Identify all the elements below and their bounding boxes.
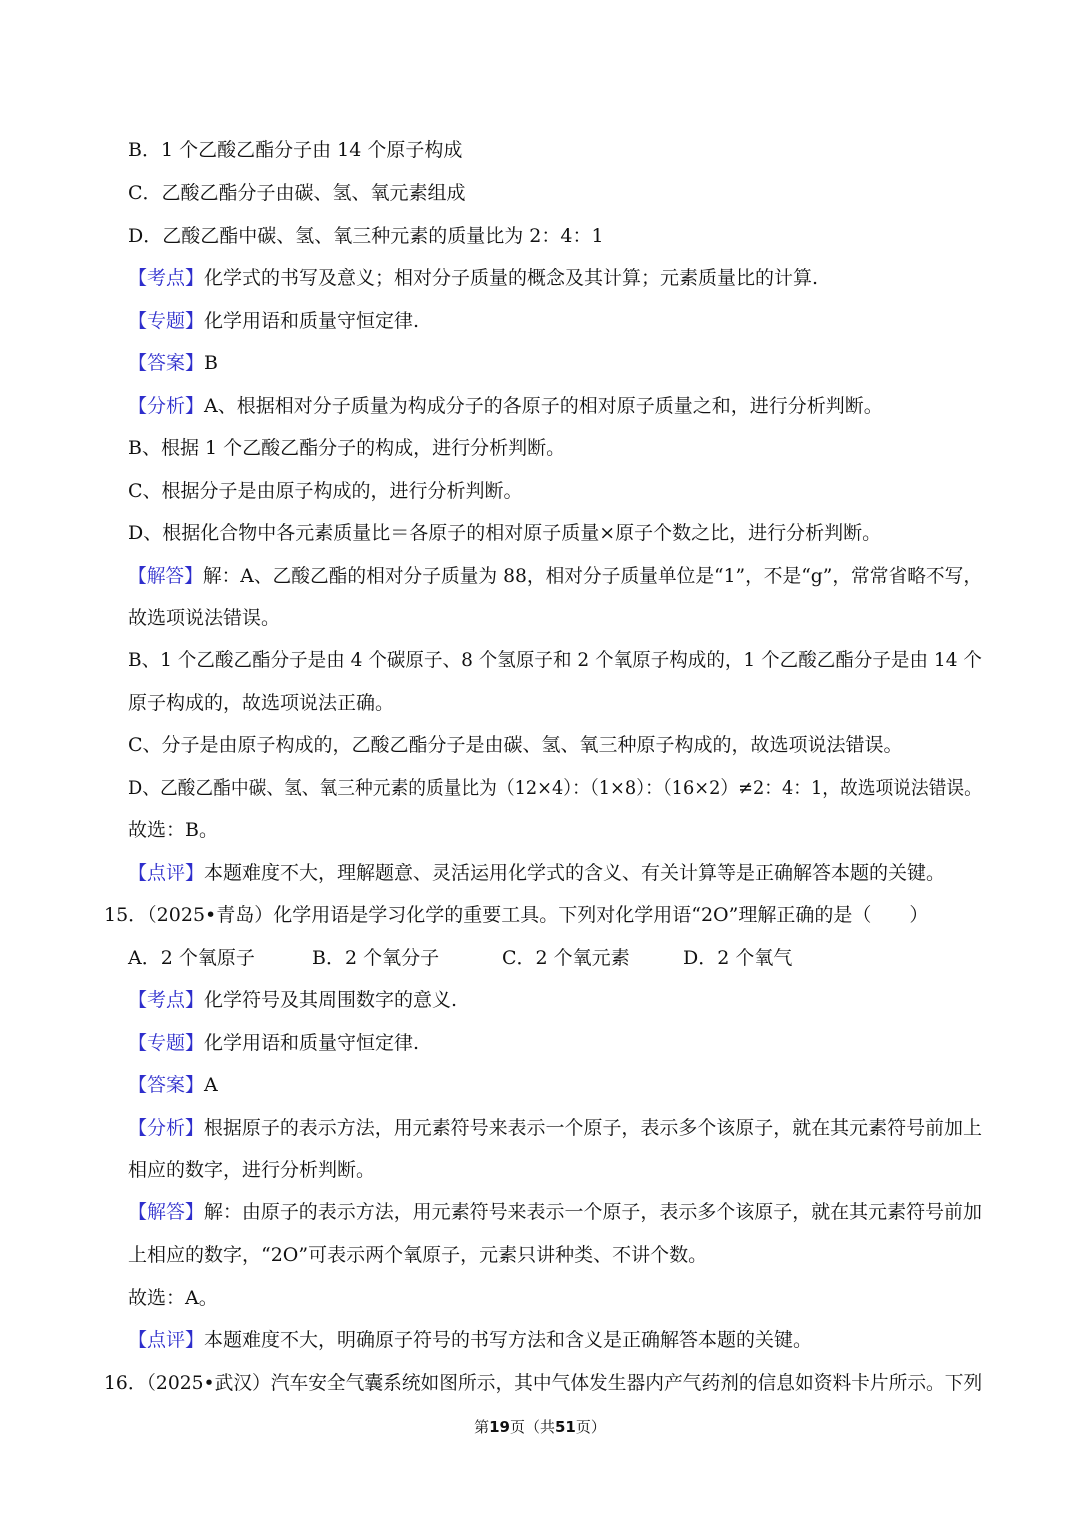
q14-zhuanti [128, 309, 419, 333]
q15-option-d: D．2 个氧气 [683, 947, 793, 969]
q14-kaodian [128, 266, 818, 290]
page-footer: 第19页（共51页） [474, 1418, 606, 1436]
jieda-text: 解：由原子的表示方法，用元素符号来表示一个原子，表示多个该原子，就在其元素符号前加 [203, 1201, 983, 1223]
q15-option-a: A．2 个氧原子 [128, 947, 255, 969]
q14-option-b: B．1 个乙酸乙酯分子由 14 个原子构成 [128, 139, 463, 161]
q15-jieda-line3: 故选：A。 [128, 1287, 218, 1309]
q14-dianping [128, 861, 945, 885]
q14-fenxi-c: C、根据分子是由原子构成的，进行分析判断。 [128, 480, 523, 502]
kaodian-text: 化学符号及其周围数字的意义. [204, 989, 458, 1011]
zhuanti-tag: 【专题】 [128, 310, 205, 332]
q15-kaodian [128, 988, 457, 1012]
fenxi-tag: 【分析】 [128, 1117, 204, 1139]
q15-options [128, 946, 792, 970]
q14-jieda-line7: 故选：B。 [128, 819, 218, 841]
q14-jieda [128, 564, 982, 588]
kaodian-text: 化学式的书写及意义；相对分子质量的概念及其计算；元素质量比的计算. [204, 267, 819, 289]
q14-option-c: C．乙酸乙酯分子由碳、氢、氧元素组成 [128, 182, 466, 204]
q14-jieda-line3: B、1 个乙酸乙酯分子是由 4 个碳原子、8 个氢原子和 2 个氧原子构成的，1 个乙酸乙酯分子是由 14 个 [128, 649, 982, 671]
fenxi-text: A、根据相对分子质量为构成分子的各原子的相对原子质量之和，进行分析判断。 [204, 395, 883, 417]
q15-stem: 15．（2025•青岛）化学用语是学习化学的重要工具。下列对化学用语“2O”理解正确的是（ ） [104, 904, 929, 926]
dianping-text: 本题难度不大，明确原子符号的书写方法和含义是正确解答本题的关键。 [204, 1329, 813, 1351]
current-page-number: 19 [489, 1418, 510, 1436]
q15-fenxi [128, 1116, 982, 1140]
q14-fenxi [128, 394, 883, 418]
zhuanti-tag: 【专题】 [128, 1032, 205, 1054]
daan-text: B [204, 352, 218, 374]
kaodian-tag: 【考点】 [128, 989, 205, 1011]
q15-option-b: B．2 个氧分子 [312, 947, 440, 969]
total-page-number: 51 [555, 1418, 576, 1436]
daan-text: A [204, 1074, 218, 1096]
dianping-tag: 【点评】 [128, 862, 205, 884]
dianping-tag: 【点评】 [128, 1329, 205, 1351]
fenxi-text: 根据原子的表示方法，用元素符号来表示一个原子，表示多个该原子，就在其元素符号前加上 [203, 1117, 983, 1139]
q15-zhuanti [128, 1031, 419, 1055]
fenxi-tag: 【分析】 [128, 395, 205, 417]
daan-tag: 【答案】 [128, 1074, 205, 1096]
q15-fenxi-line2: 相应的数字，进行分析判断。 [128, 1159, 376, 1181]
q14-jieda-line5: C、分子是由原子构成的，乙酸乙酯分子是由碳、氢、氧三种原子构成的，故选项说法错误。 [128, 734, 903, 756]
q14-option-d: D．乙酸乙酯中碳、氢、氧三种元素的质量比为 2：4：1 [128, 225, 604, 247]
q15-jieda-line2: 上相应的数字，“2O”可表示两个氧原子，元素只讲种类、不讲个数。 [128, 1244, 708, 1266]
q14-fenxi-d: D、根据化合物中各元素质量比＝各原子的相对原子质量×原子个数之比，进行分析判断。 [128, 522, 882, 544]
kaodian-tag: 【考点】 [128, 267, 205, 289]
dianping-text: 本题难度不大，理解题意、灵活运用化学式的含义、有关计算等是正确解答本题的关键。 [204, 862, 946, 884]
q16-stem: 16．（2025•武汉）汽车安全气囊系统如图所示，其中气体发生器内产气药剂的信息如资料卡片所示。下列 [104, 1372, 983, 1394]
zhuanti-text: 化学用语和质量守恒定律. [204, 1032, 420, 1054]
q14-jieda-line2: 故选项说法错误。 [128, 607, 281, 629]
q15-daan [128, 1073, 218, 1097]
q14-daan [128, 351, 218, 375]
q15-option-c: C．2 个氧元素 [502, 947, 630, 969]
jieda-text: 解：A、乙酸乙酯的相对分子质量为 88，相对分子质量单位是“1”，不是“g”，常常省略不写， [202, 565, 983, 587]
zhuanti-text: 化学用语和质量守恒定律. [204, 310, 420, 332]
q14-fenxi-b: B、根据 1 个乙酸乙酯分子的构成，进行分析判断。 [128, 437, 566, 459]
q14-jieda-line6: D、乙酸乙酯中碳、氢、氧三种元素的质量比为（12×4）：（1×8）：（16×2）≠2：4：1，故选项说法错误。 [128, 777, 982, 799]
jieda-tag: 【解答】 [128, 565, 203, 587]
jieda-tag: 【解答】 [128, 1201, 204, 1223]
q15-dianping [128, 1328, 812, 1352]
q15-jieda [128, 1200, 982, 1224]
daan-tag: 【答案】 [128, 352, 205, 374]
q14-jieda-line4: 原子构成的，故选项说法正确。 [128, 692, 395, 714]
